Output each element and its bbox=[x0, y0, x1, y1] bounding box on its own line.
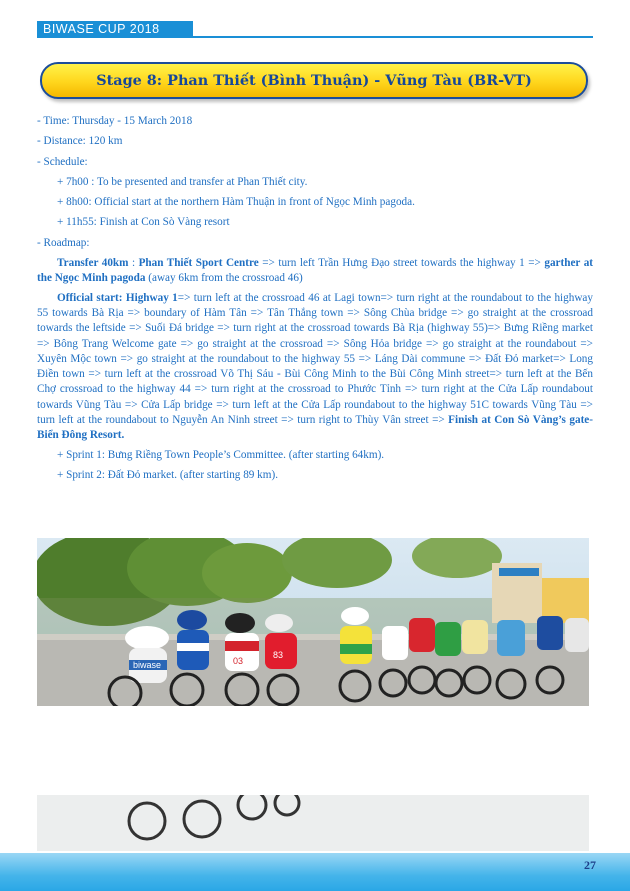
transfer-start: Phan Thiết Sport Centre bbox=[138, 257, 259, 270]
transfer-end: garther at the Ngọc Minh pagoda bbox=[37, 257, 594, 285]
official-lead: Official start: Highway 1 bbox=[57, 291, 178, 304]
official-start-paragraph bbox=[37, 291, 593, 444]
transfer-paragraph bbox=[37, 256, 593, 287]
schedule-label: - Schedule: bbox=[37, 155, 88, 168]
roadmap-label: - Roadmap: bbox=[37, 236, 90, 249]
header-title: BIWASE CUP 2018 bbox=[43, 22, 160, 36]
jersey-number: 83 bbox=[273, 650, 284, 660]
schedule-item: + 8h00: Official start at the northern Hàm Thuận in front of Ngọc Minh pagoda. bbox=[57, 196, 415, 209]
official-route: => turn left at the crossroad 46 at Lagi town=> turn right at the roundabout to the highway 55 towards Bà Rịa => boundary of Hàm Tân => Tân Thắng town => Sông Chùa bridge => go straight at the crossroad towards the leftside => Suối Đá bridge => turn right at the crossroad towards Bà Rịa (highway 55)=> Bưng Riềng market => Bông Trang Welcome gate => go straight at the crossroad => Sông Hỏa bridge => go straight at the roundabout => Xuyên Mộc town => go straight at the roundabout to the highway 55 => Láng Dài commune => Đất Đỏ market=> Long Điền town => turn left at the crossroad Võ Thị Sáu - Bùi Công Minh to the Bùi Công Minh street=> turn left at the Bến Chợ crossroad to the highway 44 => turn right at the crossroad to Phước Tỉnh => turn right at the Cửa Lấp roundabout towards Vũng Tàu => Cửa Lấp bridge => turn left at the Cửa Lấp roundabout to the highway 51C towards Vũng Tàu => turn left at the roundabout to Nguyễn An Ninh street => turn right to Thùy Vân street => bbox=[37, 291, 593, 427]
official-finish: Finish at Con Sò Vàng’s gate- Biển Đông Resort. bbox=[37, 414, 593, 442]
race-photo-bottom bbox=[37, 795, 589, 851]
race-photo-bottom-illustration bbox=[37, 795, 589, 851]
jersey-label: biwase bbox=[133, 660, 162, 670]
jersey-number: 03 bbox=[233, 656, 244, 666]
transfer-lead: Transfer 40km bbox=[57, 257, 129, 270]
transfer-note: (away 6km from the crossroad 46) bbox=[145, 272, 303, 285]
sprint-item: + Sprint 1: Bưng Riềng Town People’s Committee. (after starting 64km). bbox=[57, 448, 385, 461]
time-line: - Time: Thursday - 15 March 2018 bbox=[37, 115, 193, 127]
race-photo bbox=[37, 538, 589, 706]
stage-details bbox=[37, 114, 593, 488]
distance-line: - Distance: 120 km bbox=[37, 135, 123, 148]
sprint-item: + Sprint 2: Đất Đỏ market. (after starting 89 km). bbox=[57, 468, 278, 481]
stage-title-banner bbox=[40, 62, 588, 99]
header-title-bar bbox=[37, 21, 193, 37]
transfer-sep: : bbox=[128, 257, 139, 270]
race-photo-illustration bbox=[37, 538, 589, 706]
header-rule bbox=[37, 36, 593, 38]
page-number: 27 bbox=[584, 858, 596, 872]
footer-band bbox=[0, 853, 630, 891]
schedule-item: + 7h00 : To be presented and transfer at Phan Thiết city. bbox=[57, 175, 308, 188]
schedule-item: + 11h55: Finish at Con Sò Vàng resort bbox=[57, 216, 230, 229]
stage-title: Stage 8: Phan Thiết (Bình Thuận) - Vũng Tàu (BR-VT) bbox=[96, 72, 532, 89]
transfer-route: => turn left Trần Hưng Đạo street towards the highway 1 => bbox=[258, 257, 545, 270]
